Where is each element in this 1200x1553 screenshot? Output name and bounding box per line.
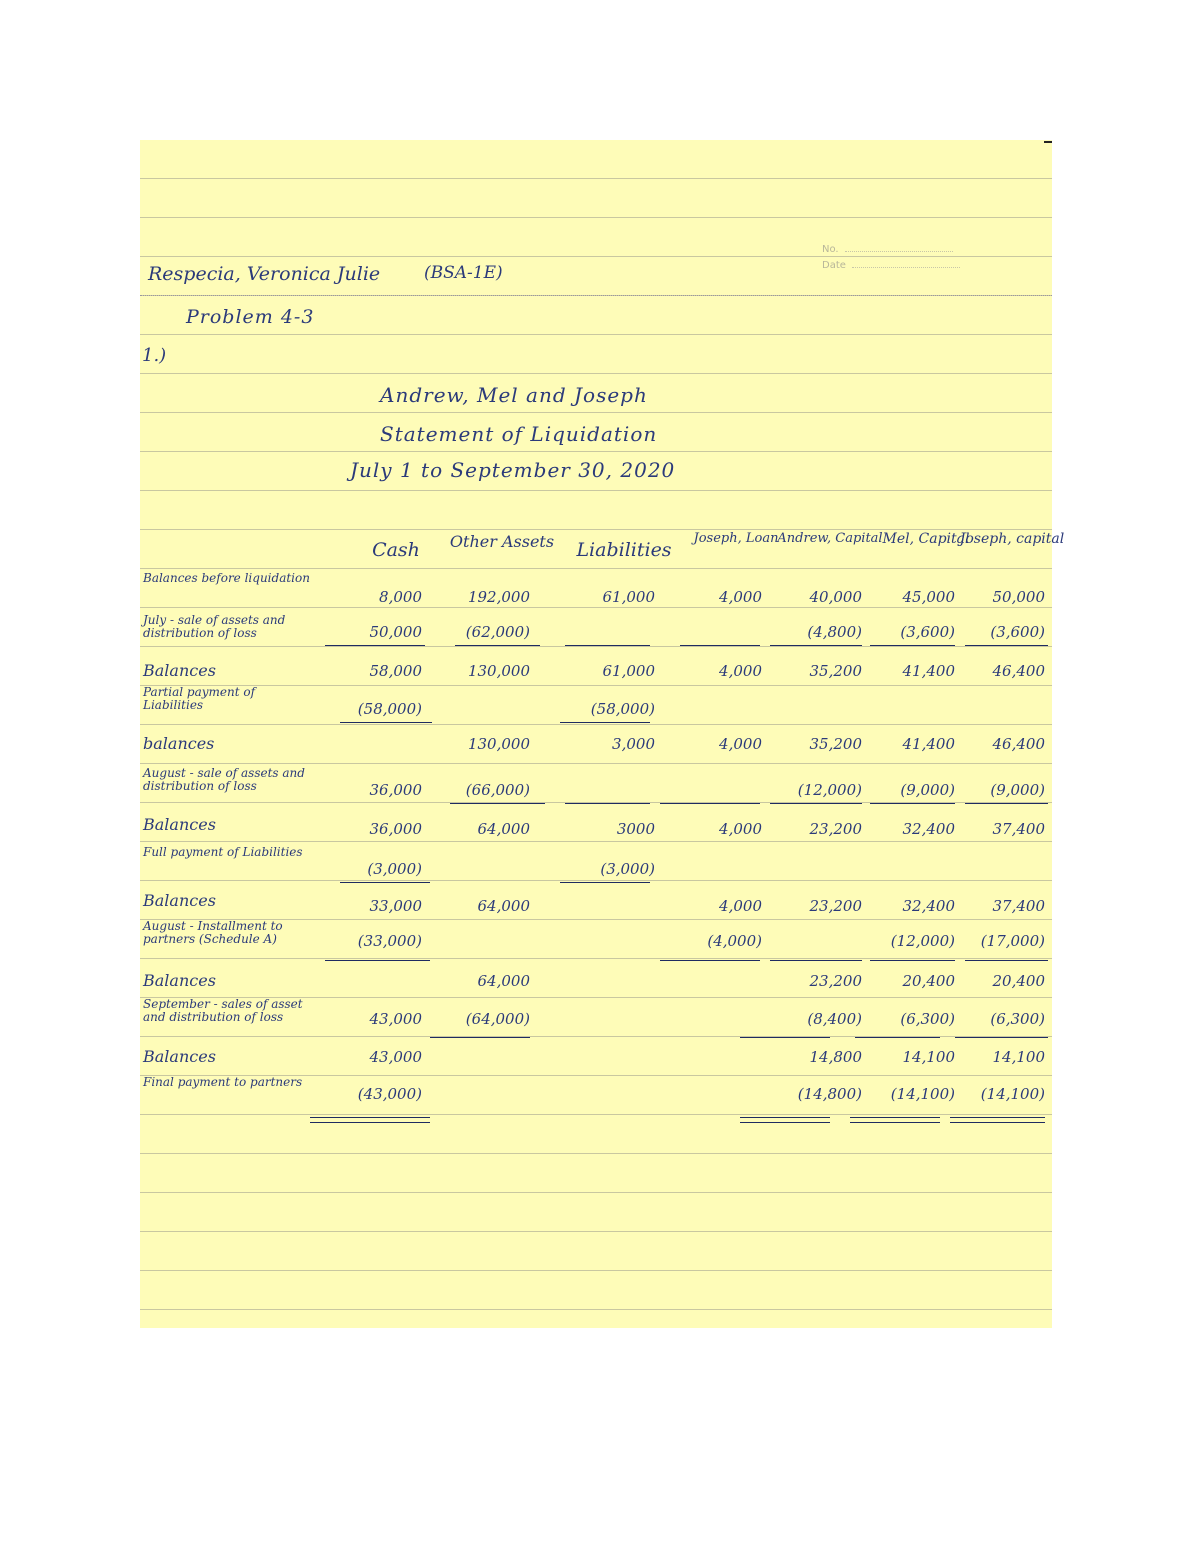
double-underline <box>950 1117 1045 1123</box>
underline-rule <box>680 645 760 646</box>
underline-rule <box>565 803 650 804</box>
row-label: Partial payment of Liabilities <box>143 685 256 712</box>
table-cell: (66,000) <box>465 781 530 799</box>
row-label: August - Installment to partners (Schedule A) <box>143 919 283 946</box>
table-cell: 35,200 <box>809 662 862 680</box>
table-cell: 20,400 <box>992 972 1045 990</box>
table-cell: (64,000) <box>465 1010 530 1028</box>
table-cell: 41,400 <box>902 735 955 753</box>
table-cell: 23,200 <box>809 897 862 915</box>
column-header: Liabilities <box>576 539 672 561</box>
table-cell: 14,100 <box>992 1048 1045 1066</box>
title-period: July 1 to September 30, 2020 <box>350 458 676 482</box>
table-cell: (14,100) <box>980 1085 1045 1103</box>
table-cell: 64,000 <box>477 820 530 838</box>
table-cell: 23,200 <box>809 972 862 990</box>
table-cell: 61,000 <box>602 588 655 606</box>
underline-rule <box>855 1037 940 1038</box>
table-cell: 64,000 <box>477 972 530 990</box>
table-cell: 3000 <box>616 820 655 838</box>
row-label: balances <box>143 734 215 753</box>
table-cell: 192,000 <box>467 588 530 606</box>
column-header: Andrew, Capital <box>777 531 883 546</box>
table-cell: 40,000 <box>809 588 862 606</box>
table-cell: (4,800) <box>807 623 862 641</box>
table-cell: (6,300) <box>900 1010 955 1028</box>
table-cell: (33,000) <box>357 932 422 950</box>
date-label: Date <box>822 260 846 271</box>
table-cell: 8,000 <box>379 588 422 606</box>
table-cell: (14,800) <box>797 1085 862 1103</box>
underline-rule <box>560 882 650 883</box>
table-cell: (9,000) <box>990 781 1045 799</box>
table-cell: (9,000) <box>900 781 955 799</box>
table-cell: (3,000) <box>367 860 422 878</box>
underline-rule <box>660 960 760 961</box>
table-cell: 4,000 <box>719 662 762 680</box>
row-label: Balances <box>143 891 216 910</box>
double-underline <box>850 1117 940 1123</box>
row-label: Balances before liquidation <box>143 571 310 585</box>
table-cell: 32,400 <box>902 897 955 915</box>
column-header: Joseph, capital <box>959 531 1065 547</box>
table-cell: 32,400 <box>902 820 955 838</box>
table-cell: (43,000) <box>357 1085 422 1103</box>
table-cell: 14,100 <box>902 1048 955 1066</box>
underline-rule <box>325 960 430 961</box>
row-label: Balances <box>143 815 216 834</box>
problem-number: Problem 4-3 <box>186 306 315 328</box>
underline-rule <box>325 645 425 646</box>
table-cell: (4,000) <box>707 932 762 950</box>
table-cell: 3,000 <box>612 735 655 753</box>
table-cell: 4,000 <box>719 588 762 606</box>
table-cell: (12,000) <box>797 781 862 799</box>
underline-rule <box>870 960 955 961</box>
row-label: Full payment of Liabilities <box>143 845 303 859</box>
underline-rule <box>340 882 430 883</box>
table-cell: 4,000 <box>719 735 762 753</box>
column-header: Joseph, Loan <box>693 531 779 546</box>
no-date-box <box>822 242 960 274</box>
table-cell: 43,000 <box>369 1048 422 1066</box>
row-label: August - sale of assets and distribution of loss <box>143 766 305 793</box>
table-cell: 4,000 <box>719 897 762 915</box>
underline-rule <box>770 960 862 961</box>
table-cell: (6,300) <box>990 1010 1045 1028</box>
underline-rule <box>770 803 862 804</box>
double-underline <box>310 1117 430 1123</box>
table-cell: 36,000 <box>369 781 422 799</box>
underline-rule <box>870 645 955 646</box>
title-partnership: Andrew, Mel and Joseph <box>380 383 648 407</box>
no-label: No. <box>822 244 839 255</box>
underline-rule <box>340 722 432 723</box>
underline-rule <box>565 645 650 646</box>
underline-rule <box>455 645 540 646</box>
course-code: (BSA-1E) <box>424 263 503 283</box>
table-cell: 41,400 <box>902 662 955 680</box>
double-underline <box>740 1117 830 1123</box>
table-cell: 43,000 <box>369 1010 422 1028</box>
student-name: Respecia, Veronica Julie <box>148 263 381 285</box>
underline-rule <box>955 1037 1048 1038</box>
table-cell: 33,000 <box>369 897 422 915</box>
underline-rule <box>770 645 862 646</box>
table-cell: (3,600) <box>900 623 955 641</box>
row-label: Balances <box>143 1047 216 1066</box>
item-number: 1.) <box>142 345 167 366</box>
table-cell: 130,000 <box>467 662 530 680</box>
underline-rule <box>965 645 1048 646</box>
table-cell: 61,000 <box>602 662 655 680</box>
table-cell: 23,200 <box>809 820 862 838</box>
table-cell: 4,000 <box>719 820 762 838</box>
table-cell: (12,000) <box>890 932 955 950</box>
header-divider <box>140 295 1052 296</box>
table-cell: 35,200 <box>809 735 862 753</box>
table-cell: (62,000) <box>465 623 530 641</box>
table-cell: 36,000 <box>369 820 422 838</box>
row-label: Balances <box>143 661 216 680</box>
row-label: Final payment to partners <box>143 1075 303 1089</box>
table-cell: 20,400 <box>902 972 955 990</box>
table-cell: 50,000 <box>992 588 1045 606</box>
column-header: Other Assets <box>449 532 555 551</box>
table-cell: (3,000) <box>600 860 655 878</box>
table-cell: 130,000 <box>467 735 530 753</box>
underline-rule <box>560 722 650 723</box>
underline-rule <box>430 1037 530 1038</box>
table-cell: 37,400 <box>992 897 1045 915</box>
title-statement: Statement of Liquidation <box>380 422 658 446</box>
table-cell: 46,400 <box>992 735 1045 753</box>
table-cell: (58,000) <box>590 700 655 718</box>
table-cell: 50,000 <box>369 623 422 641</box>
underline-rule <box>660 803 760 804</box>
column-header: Cash <box>372 539 420 561</box>
underline-rule <box>965 960 1048 961</box>
scan-mark <box>1044 141 1052 143</box>
table-cell: (8,400) <box>807 1010 862 1028</box>
table-cell: 14,800 <box>809 1048 862 1066</box>
table-cell: 37,400 <box>992 820 1045 838</box>
underline-rule <box>740 1037 830 1038</box>
column-header: Mel, Capital <box>882 531 970 547</box>
underline-rule <box>450 803 545 804</box>
table-cell: (3,600) <box>990 623 1045 641</box>
table-cell: (17,000) <box>980 932 1045 950</box>
table-cell: 46,400 <box>992 662 1045 680</box>
table-cell: (14,100) <box>890 1085 955 1103</box>
row-label: Balances <box>143 971 216 990</box>
row-label: July - sale of assets and distribution of loss <box>143 613 286 640</box>
underline-rule <box>870 803 955 804</box>
table-cell: (58,000) <box>357 700 422 718</box>
table-cell: 64,000 <box>477 897 530 915</box>
underline-rule <box>965 803 1048 804</box>
table-cell: 58,000 <box>369 662 422 680</box>
table-cell: 45,000 <box>902 588 955 606</box>
row-label: September - sales of asset and distribution of loss <box>143 997 303 1024</box>
